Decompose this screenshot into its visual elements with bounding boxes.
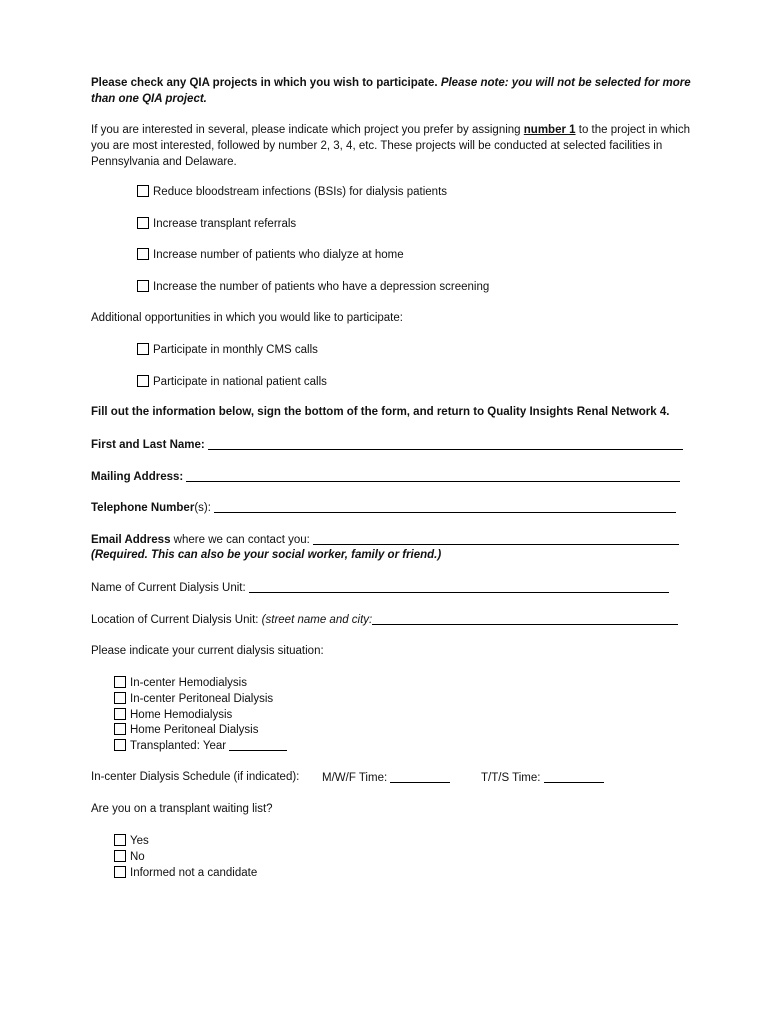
mailing-line[interactable] <box>186 470 680 482</box>
situation-option-incenter-pd[interactable] <box>114 692 273 708</box>
additional-checkbox[interactable] <box>137 343 149 355</box>
schedule-mwf[interactable] <box>322 771 450 784</box>
transplant-checkbox[interactable] <box>114 834 126 846</box>
situation-checkbox[interactable] <box>114 676 126 688</box>
intro-para-emphasis: number 1 <box>523 124 576 136</box>
transplant-option-yes[interactable] <box>114 834 149 850</box>
additional-item-label: Participate in monthly CMS calls <box>153 344 318 356</box>
name-line[interactable] <box>208 438 683 450</box>
situation-option-incenter-hemo[interactable] <box>114 676 247 692</box>
field-name-label: First and Last Name: <box>91 439 205 451</box>
situation-option-label: Transplanted: Year <box>130 740 227 752</box>
field-mailing-label: Mailing Address: <box>91 471 184 483</box>
intro-para-before: If you are interested in several, please indicate which project you prefer by assigning <box>91 124 521 136</box>
situation-option-home-hemo[interactable] <box>114 708 232 724</box>
field-email-label: Email Address <box>91 534 171 546</box>
situation-checkbox[interactable] <box>114 723 126 735</box>
situation-option-label: Home Hemodialysis <box>130 709 233 721</box>
project-checkbox[interactable] <box>137 280 149 292</box>
transplant-checkbox[interactable] <box>114 850 126 862</box>
additional-option-national[interactable] <box>137 375 327 388</box>
project-option-home[interactable] <box>137 248 404 261</box>
transplant-year-line[interactable] <box>229 739 287 751</box>
project-checkbox[interactable] <box>137 217 149 229</box>
transplant-option-label: Yes <box>130 835 149 847</box>
situation-checkbox[interactable] <box>114 692 126 704</box>
additional-label: Additional opportunities in which you would like to participate: <box>91 312 403 324</box>
schedule-tts-label: T/T/S Time: <box>481 772 541 784</box>
situation-checkbox[interactable] <box>114 739 126 751</box>
field-phone[interactable] <box>91 501 676 514</box>
transplant-option-not-candidate[interactable] <box>114 866 257 882</box>
situation-checkbox[interactable] <box>114 708 126 720</box>
schedule-mwf-label: M/W/F Time: <box>322 772 388 784</box>
transplant-option-label: Informed not a candidate <box>130 867 258 879</box>
fill-instructions: Fill out the information below, sign the bottom of the form, and return to Quality Insights Renal Network 4. <box>91 406 670 418</box>
intro-heading-note: Please note: you will not be selected for more than one QIA project. <box>91 77 691 105</box>
situation-option-home-pd[interactable] <box>114 723 258 739</box>
email-note: (Required. This can also be your social worker, family or friend.) <box>91 549 442 561</box>
project-option-depression[interactable] <box>137 280 489 293</box>
project-checkbox[interactable] <box>137 185 149 197</box>
phone-line[interactable] <box>214 501 676 513</box>
situation-option-transplanted[interactable] <box>114 739 287 755</box>
situation-option-label: Home Peritoneal Dialysis <box>130 724 259 736</box>
field-unit-location[interactable] <box>91 613 678 626</box>
situation-option-label: In-center Hemodialysis <box>130 677 247 689</box>
transplant-label: Are you on a transplant waiting list? <box>91 803 273 815</box>
tts-time-line[interactable] <box>544 771 604 783</box>
field-unit-name[interactable] <box>91 581 669 594</box>
email-line[interactable] <box>313 533 679 545</box>
additional-option-cms[interactable] <box>137 343 318 356</box>
transplant-option-no[interactable] <box>114 850 145 866</box>
additional-checkbox[interactable] <box>137 375 149 387</box>
situation-label: Please indicate your current dialysis situation: <box>91 645 324 657</box>
project-label: Increase number of patients who dialyze at home <box>153 249 404 261</box>
field-unit-location-hint: (street name and city: <box>261 614 373 626</box>
transplant-checkbox[interactable] <box>114 866 126 878</box>
field-phone-suffix: (s): <box>194 502 211 514</box>
project-option-transplant[interactable] <box>137 217 296 230</box>
intro-heading-bold: Please check any QIA projects in which you wish to participate. <box>91 77 438 89</box>
situation-option-label: In-center Peritoneal Dialysis <box>130 693 274 705</box>
project-option-bsi[interactable] <box>137 185 447 198</box>
intro-para-after: to the project in which you are most interested, followed by number 2, 3, 4, etc. These projects will be conducted at selected facilities in Pennsylvania and Delaware. <box>91 124 690 168</box>
project-label: Increase the number of patients who have a depression screening <box>153 281 490 293</box>
field-phone-label: Telephone Number <box>91 502 195 514</box>
schedule-tts[interactable] <box>481 771 604 784</box>
field-mailing[interactable] <box>91 470 680 483</box>
field-name[interactable] <box>91 438 683 451</box>
transplant-option-label: No <box>130 851 145 863</box>
schedule-label: In-center Dialysis Schedule (if indicated): <box>91 771 300 783</box>
field-email[interactable] <box>91 533 679 546</box>
project-checkbox[interactable] <box>137 248 149 260</box>
field-email-suffix: where we can contact you: <box>173 534 310 546</box>
additional-item-label: Participate in national patient calls <box>153 376 327 388</box>
unit-name-line[interactable] <box>249 581 669 593</box>
mwf-time-line[interactable] <box>390 771 450 783</box>
field-unit-location-label: Location of Current Dialysis Unit: <box>91 614 259 626</box>
project-label: Reduce bloodstream infections (BSIs) for dialysis patients <box>153 186 448 198</box>
project-label: Increase transplant referrals <box>153 218 297 230</box>
unit-location-line[interactable] <box>372 613 678 625</box>
field-unit-name-label: Name of Current Dialysis Unit: <box>91 582 246 594</box>
intro-heading <box>91 75 691 107</box>
intro-paragraph <box>91 122 691 170</box>
